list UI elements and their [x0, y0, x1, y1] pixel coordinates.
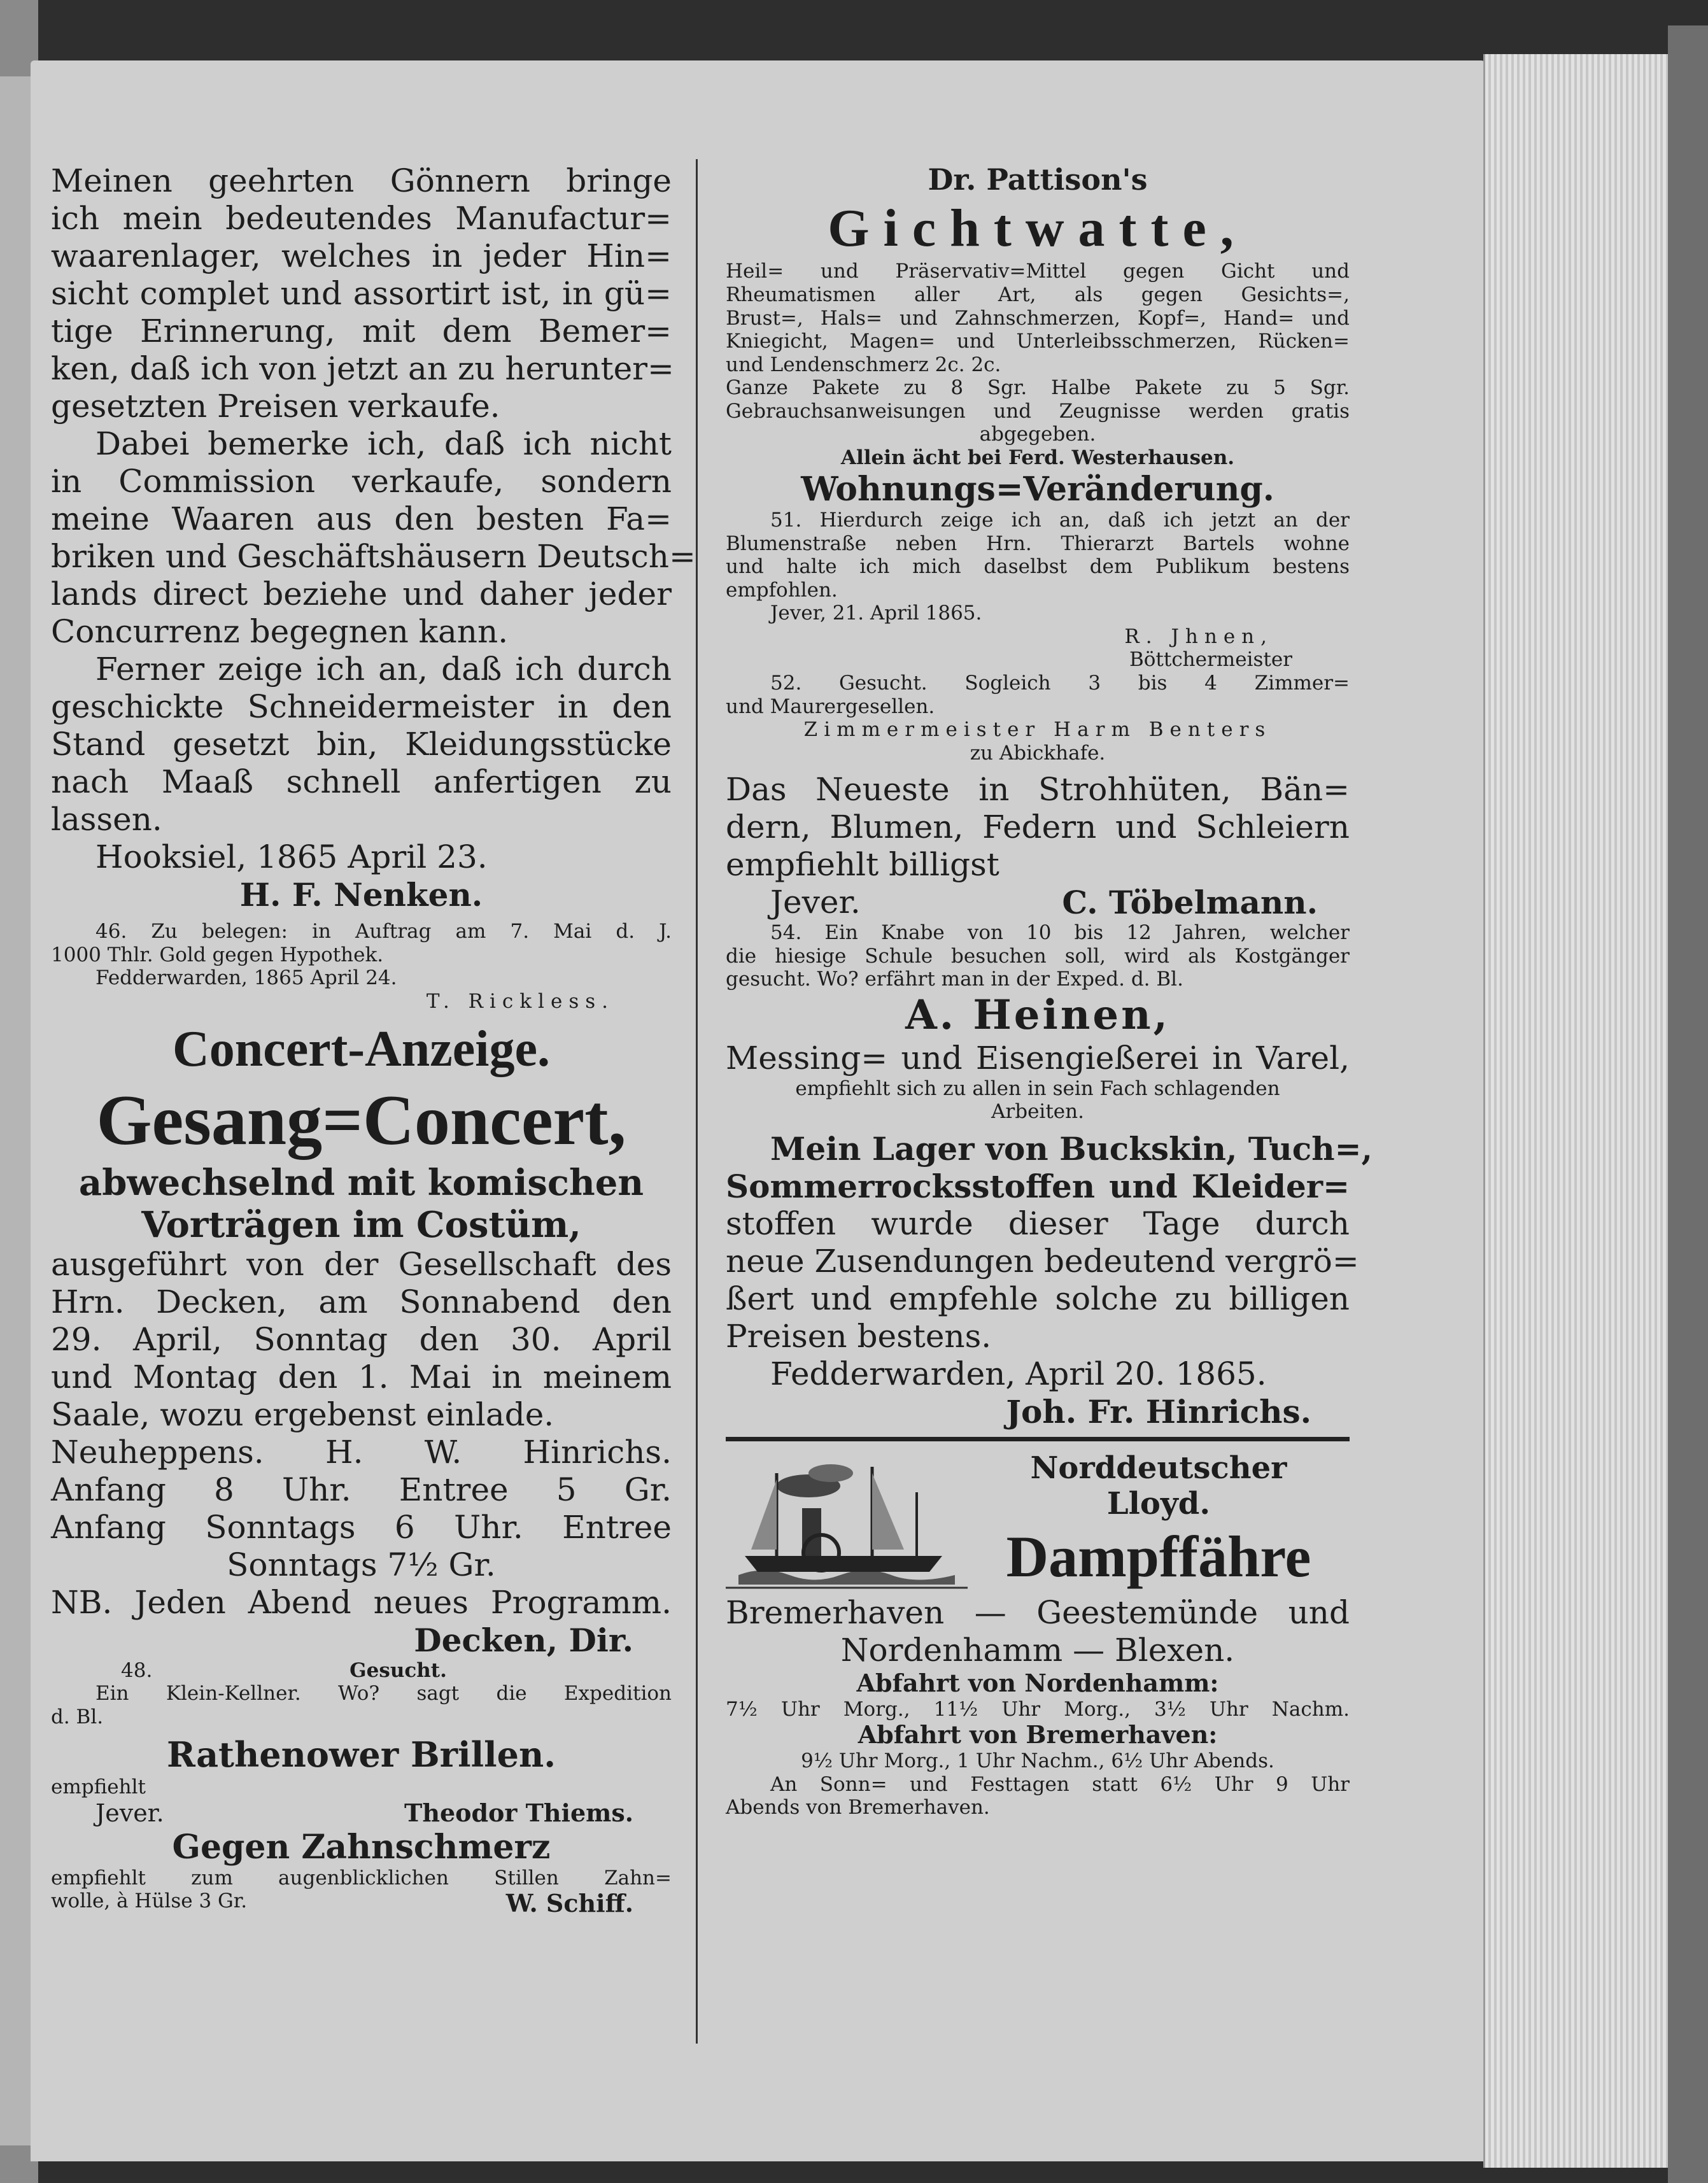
concert-title: Concert-Anzeige.: [172, 1021, 551, 1078]
text-line: Blumenstraße neben Hrn. Thierarzt Bartels wohne: [726, 532, 1350, 555]
text-line: Stand gesetzt bin, Kleidungsstücke: [51, 726, 672, 763]
text-line: Anfang 8 Uhr. Entree 5 Gr.: [51, 1471, 672, 1508]
brillen-ad: [51, 1735, 672, 1827]
strohhut-footer: [726, 884, 1350, 921]
text-line: Rheumatismen aller Art, als gegen Gesichts=,: [726, 283, 1350, 306]
signature: H. F. Nenken.: [239, 876, 483, 914]
lloyd-title-block: [968, 1450, 1350, 1592]
text-line: d. Bl.: [51, 1705, 104, 1728]
place: Jever.: [770, 884, 861, 921]
departure-heading: Abfahrt von Bremerhaven:: [858, 1720, 1218, 1749]
page-stack-edge: [1483, 54, 1676, 2168]
brillen-heading: Rathenower Brillen.: [166, 1734, 556, 1776]
text-line: ken, daß ich von jetzt an zu herunter=: [51, 350, 674, 387]
concert-ad: [51, 1019, 672, 1658]
text-line: Sommerrocksstoffen und Kleider=: [726, 1167, 1350, 1205]
text-line: wolle, à Hülse 3 Gr.: [51, 1890, 248, 1913]
right-column: [726, 162, 1373, 1819]
lloyd-ad: [726, 1448, 1350, 1819]
previous-page-edge: [0, 76, 31, 2145]
text-line: gesetzten Preisen verkaufe.: [51, 388, 500, 425]
departure-times: 7½ Uhr Morg., 11½ Uhr Morg., 3½ Uhr Nachm.: [726, 1697, 1350, 1721]
text-line: empfiehlt zum augenblicklichen Stillen Zahn=: [51, 1866, 672, 1890]
manufactur-ad: [51, 162, 696, 914]
text-line: abgegeben.: [979, 423, 1096, 446]
text-line: ßert und empfehle solche zu billigen: [726, 1280, 1350, 1317]
text-line: 51. Hierdurch zeige ich an, daß ich jetzt an der: [770, 508, 1350, 532]
ad-48-header: [51, 1659, 672, 1683]
text-line: dern, Blumen, Federn und Schleiern: [726, 809, 1350, 846]
text-line: lands direct beziehe und daher jeder: [51, 576, 672, 612]
zahn-heading: Gegen Zahnschmerz: [172, 1827, 551, 1867]
signature: W. Schiff.: [505, 1889, 633, 1918]
concert-nb: NB. Jeden Abend neues Programm.: [51, 1583, 672, 1621]
text-line: Kniegicht, Magen= und Unterleibsschmerzen, Rücken=: [726, 330, 1350, 353]
text-line: Saale, wozu ergebenst einlade.: [51, 1395, 554, 1433]
text-line: Concurrenz begegnen kann.: [51, 613, 509, 650]
concert-subtitle: abwechselnd mit komischen: [78, 1161, 644, 1204]
heinen-heading: A. Heinen,: [905, 991, 1170, 1040]
text-line: ich mein bedeutendes Manufactur=: [51, 200, 672, 237]
column-divider: [696, 159, 698, 2044]
concert-signature: Neuheppens. H. W. Hinrichs.: [51, 1433, 672, 1471]
concert-director: Decken, Dir.: [414, 1621, 633, 1659]
text-line: 54. Ein Knabe von 10 bis 12 Jahren, welcher: [770, 921, 1350, 945]
ad-number: 48.: [121, 1658, 153, 1682]
lloyd-title: Norddeutscher: [1030, 1450, 1287, 1486]
text-line: tige Erinnerung, mit dem Bemer=: [51, 313, 672, 350]
text-line: Preisen bestens.: [726, 1317, 992, 1355]
text-line: 52. Gesucht. Sogleich 3 bis 4 Zimmer=: [770, 671, 1350, 695]
text-line: Ferner zeige ich an, daß ich durch: [95, 651, 672, 688]
text-line: 29. April, Sonntag den 30. April: [51, 1320, 672, 1358]
text-line: die hiesige Schule besuchen soll, wird als Kostgänger: [726, 944, 1350, 968]
book-cover-right: [1668, 25, 1708, 2183]
strohhut-ad: [726, 771, 1350, 921]
signature-place: zu Abickhafe.: [970, 741, 1106, 765]
signature: R. Jhnen,: [1124, 625, 1273, 648]
text-line: stoffen wurde dieser Tage durch: [726, 1205, 1350, 1242]
text-line: nach Maaß schnell anfertigen zu: [51, 763, 672, 800]
departure-times: 9½ Uhr Morg., 1 Uhr Nachm., 6½ Uhr Abends.: [801, 1749, 1274, 1772]
text-line: Mein Lager von Buckskin, Tuch=,: [770, 1129, 1373, 1168]
route: Nordenhamm — Blexen.: [840, 1631, 1235, 1669]
text-line: Ganze Pakete zu 8 Sgr. Halbe Pakete zu 5 Sgr.: [726, 376, 1350, 400]
text-line: Fedderwarden, 1865 April 24.: [95, 966, 397, 990]
text-line: Abends von Bremerhaven.: [726, 1796, 990, 1819]
text-line: geschickte Schneidermeister in den: [51, 688, 672, 725]
pattison-signature: Allein ächt bei Ferd. Westerhausen.: [840, 446, 1235, 469]
signature: Zimmermeister Harm Benters: [803, 718, 1272, 742]
steamship-icon: [726, 1448, 968, 1594]
text-line: Hrn. Decken, am Sonnabend den: [51, 1283, 672, 1320]
text-line: und Maurergesellen.: [726, 695, 935, 718]
separator-rule: [726, 1437, 1350, 1441]
signature-title: Böttchermeister: [1129, 648, 1292, 672]
text-line: Das Neueste in Strohhüten, Bän=: [726, 771, 1350, 809]
ad-46: [51, 920, 672, 1013]
wohnung-ad: [726, 470, 1350, 672]
concert-headline: Gesang=Concert,: [96, 1080, 626, 1160]
text-line: Messing= und Eisengießerei in Varel,: [726, 1039, 1350, 1077]
text-line: lassen.: [51, 801, 162, 838]
ad-54: [726, 921, 1350, 991]
ferry-heading: Dampffähre: [1006, 1524, 1311, 1590]
text-line: Jever, 21. April 1865.: [770, 602, 982, 625]
concert-subtitle: Vorträgen im Costüm,: [141, 1203, 581, 1246]
lloyd-title: Lloyd.: [1106, 1486, 1211, 1522]
text-line: empfiehlt billigst: [726, 846, 999, 884]
ad-48: [51, 1659, 672, 1729]
text-line: Gebrauchsanweisungen und Zeugnisse werden gratis: [726, 399, 1350, 423]
signature: T. Rickless.: [426, 989, 614, 1013]
text-line: Anfang Sonntags 6 Uhr. Entree: [51, 1508, 672, 1546]
text-line: 46. Zu belegen: in Auftrag am 7. Mai d. J.: [95, 920, 672, 943]
text-line: An Sonn= und Festtagen statt 6½ Uhr 9 Uhr: [770, 1772, 1350, 1796]
text-line: Sonntags 7½ Gr.: [227, 1546, 496, 1583]
wohnung-heading: Wohnungs=Veränderung.: [801, 469, 1274, 509]
text-line: neue Zusendungen bedeutend vergrö=: [726, 1242, 1359, 1280]
place: Jever.: [95, 1798, 164, 1827]
ad-52: [726, 672, 1350, 765]
text-line: Heil= und Präservativ=Mittel gegen Gicht und: [726, 260, 1350, 283]
text-line: in Commission verkaufe, sondern: [51, 463, 672, 500]
text-line: ausgeführt von der Gesellschaft des: [51, 1245, 672, 1283]
text-line: gesucht. Wo? erfährt man in der Exped. d. Bl.: [726, 968, 1183, 991]
text-line: 1000 Thlr. Gold gegen Hypothek.: [51, 943, 384, 966]
pattison-headline: Gichtwatte,: [828, 199, 1248, 258]
departure-heading: Abfahrt von Nordenhamm:: [856, 1668, 1219, 1697]
heinen-ad: [726, 991, 1350, 1124]
text-line: briken und Geschäftshäusern Deutsch=: [51, 538, 696, 575]
route: Bremerhaven — Geestemünde und: [726, 1593, 1350, 1631]
lloyd-header: [726, 1448, 1350, 1594]
text-line: sicht complet und assortirt ist, in gü=: [51, 275, 672, 312]
text-line: waarenlager, welches in jeder Hin=: [51, 237, 672, 274]
text-line: Dabei bemerke ich, daß ich nicht: [95, 425, 672, 462]
text-line: Meinen geehrten Gönnern bringe: [51, 162, 672, 199]
pattison-ad: [726, 162, 1350, 470]
ad-heading: Gesucht.: [349, 1658, 447, 1682]
text-line: und Montag den 1. Mai in meinem: [51, 1358, 672, 1395]
lager-ad: [726, 1129, 1373, 1431]
pattison-title: Dr. Pattison's: [928, 162, 1148, 197]
brillen-footer: [51, 1799, 672, 1828]
text-line: Ein Klein-Kellner. Wo? sagt die Expedition: [95, 1682, 672, 1706]
text-line: empfiehlt: [51, 1776, 146, 1799]
text-line: und halte ich mich daselbst dem Publikum bestens: [726, 555, 1350, 579]
left-column: [51, 162, 696, 1918]
text-line: empfiehlt sich zu allen in sein Fach schlagenden: [795, 1077, 1280, 1100]
place-date: Fedderwarden, April 20. 1865.: [770, 1355, 1267, 1392]
text-line: empfohlen.: [726, 578, 838, 602]
text-line: und Lendenschmerz 2c. 2c.: [726, 353, 1001, 376]
signature: Theodor Thiems.: [404, 1798, 633, 1827]
signature: Joh. Fr. Hinrichs.: [1006, 1392, 1311, 1431]
text-line: meine Waaren aus den besten Fa=: [51, 500, 672, 537]
zahnschmerz-ad: [51, 1828, 672, 1919]
text-line: Brust=, Hals= und Zahnschmerzen, Kopf=, Hand= und: [726, 306, 1350, 330]
zahn-footer: [51, 1890, 672, 1918]
place-date: Hooksiel, 1865 April 23.: [95, 838, 488, 875]
signature: C. Töbelmann.: [1062, 884, 1318, 922]
text-line: Arbeiten.: [991, 1100, 1084, 1124]
